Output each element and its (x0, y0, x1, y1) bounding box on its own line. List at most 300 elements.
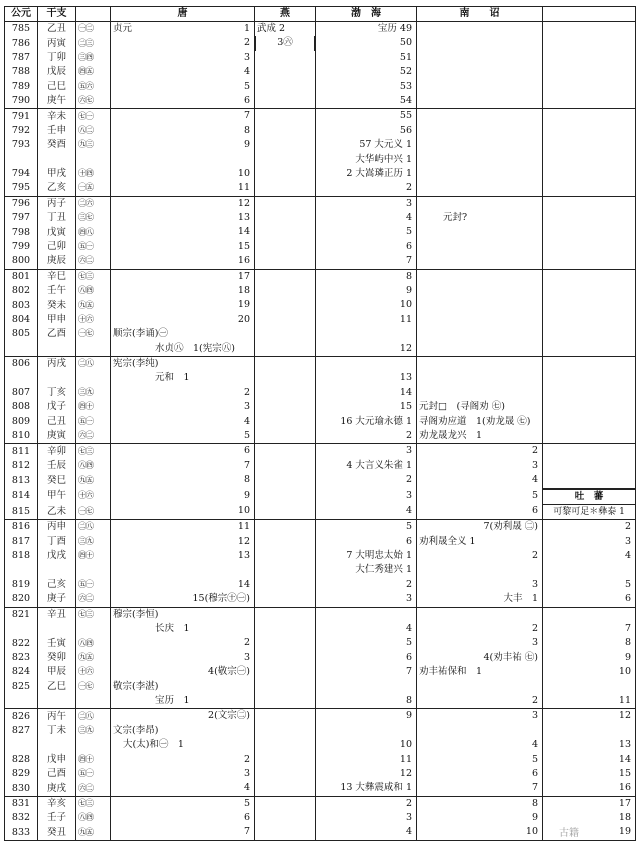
table-row (5, 563, 636, 577)
cell-text: 5 (531, 753, 538, 765)
yan-cell (255, 504, 316, 519)
yan-cell (255, 520, 316, 535)
tubo-cell (543, 694, 636, 709)
tubo-cell (543, 313, 636, 327)
tubo-cell (543, 153, 636, 167)
year-cell: 821 (5, 607, 38, 622)
yan-cell (255, 473, 316, 488)
tubo-cell (543, 254, 636, 269)
nanzhao-cell (417, 356, 543, 371)
cell-text: 劝丰祐保和 1 (419, 666, 483, 678)
bohai-cell (316, 153, 417, 167)
cell-text: 7 (405, 255, 412, 267)
yan-cell (255, 196, 316, 211)
yan-cell (255, 269, 316, 284)
table-row (5, 356, 636, 371)
table-row (5, 796, 636, 811)
yan-cell (255, 429, 316, 444)
symbol-cell: ㊆㊂ (76, 607, 111, 622)
table-row (5, 196, 636, 211)
tang-cell (111, 109, 255, 124)
tubo-cell (543, 520, 636, 535)
cell-text: 50 (399, 37, 412, 49)
cell-text: 水贞㊇ 1(宪宗㊇) (155, 342, 235, 354)
cell-text: 10 (399, 299, 412, 311)
yan-cell (255, 796, 316, 811)
cell-text: 6 (531, 767, 538, 779)
table-row (5, 636, 636, 650)
cell-text: 12 (399, 767, 412, 779)
tubo-cell (543, 459, 636, 473)
bohai-cell (316, 181, 417, 196)
table-row (5, 124, 636, 138)
cell-text: 3 (405, 445, 412, 457)
tang-cell (111, 342, 255, 357)
cell-text: 大华屿中兴 1 (355, 153, 412, 165)
year-cell: 799 (5, 240, 38, 254)
ganzhi-cell: 庚寅 (38, 429, 76, 444)
nanzhao-cell (417, 153, 543, 167)
symbol-cell: ㊁㊇ (76, 356, 111, 371)
table-row (5, 225, 636, 239)
bohai-cell (316, 444, 417, 459)
tubo-cell (543, 415, 636, 429)
yan-cell (255, 622, 316, 636)
nanzhao-cell (417, 811, 543, 825)
yan-cell (255, 167, 316, 181)
year-cell: 801 (5, 269, 38, 284)
bohai-cell (316, 811, 417, 825)
table-row (5, 444, 636, 459)
symbol-cell: ㊇㊃ (76, 284, 111, 298)
bohai-cell (316, 225, 417, 239)
yan-cell (255, 400, 316, 414)
bohai-cell (316, 504, 417, 519)
yan-cell (255, 240, 316, 254)
year-cell: 810 (5, 429, 38, 444)
nanzhao-cell (417, 535, 543, 549)
table-row (5, 400, 636, 414)
tang-cell (111, 211, 255, 225)
cell-text: 6 (405, 651, 412, 663)
tubo-cell (543, 240, 636, 254)
cell-text: 穆宗(李恒) (113, 608, 159, 620)
nanzhao-cell (417, 781, 543, 796)
nanzhao-cell (417, 578, 543, 592)
year-cell: 811 (5, 444, 38, 459)
cell-text: 3 (405, 812, 412, 824)
ganzhi-cell: 戊申 (38, 753, 76, 767)
symbol-cell: ㊄㊀ (76, 415, 111, 429)
ganzhi-cell: 丁丑 (38, 211, 76, 225)
ganzhi-cell: 辛丑 (38, 607, 76, 622)
bohai-cell (316, 473, 417, 488)
ganzhi-cell (38, 371, 76, 385)
yan-cell (255, 607, 316, 622)
symbol-cell (76, 563, 111, 577)
nanzhao-cell (417, 796, 543, 811)
table-row (5, 153, 636, 167)
ganzhi-cell: 辛未 (38, 109, 76, 124)
nanzhao-cell (417, 489, 543, 505)
bohai-cell (316, 592, 417, 607)
yan-cell (255, 680, 316, 694)
ganzhi-cell: 壬寅 (38, 636, 76, 650)
cell-text: 宪宗(李纯) (113, 357, 159, 369)
tubo-cell (543, 796, 636, 811)
cell-text: 顺宗(李诵)㊀ (113, 328, 168, 340)
bohai-cell (316, 459, 417, 473)
cell-text: 2 (243, 37, 250, 49)
year-cell: 833 (5, 825, 38, 840)
ganzhi-cell (38, 342, 76, 357)
cell-text: 13 大彝震咸和 1 (340, 782, 412, 794)
yan-cell (255, 709, 316, 724)
symbol-cell: ㊉㊃ (76, 167, 111, 181)
tang-cell (111, 429, 255, 444)
cell-text: 11 (237, 521, 250, 533)
ganzhi-cell (38, 622, 76, 636)
symbol-cell: ㊃㊉ (76, 549, 111, 563)
year-cell: 830 (5, 781, 38, 796)
year-cell: 805 (5, 327, 38, 341)
symbol-cell: ㊇㊃ (76, 811, 111, 825)
cell-text: 12 (237, 197, 250, 209)
year-cell: 826 (5, 709, 38, 724)
chronology-table (4, 6, 636, 841)
year-cell: 832 (5, 811, 38, 825)
tubo-cell (543, 781, 636, 796)
tubo-cell (543, 36, 636, 50)
cell-text: 13 (399, 372, 412, 384)
year-cell: 820 (5, 592, 38, 607)
cell-text: 7 (531, 782, 538, 794)
cell-text: 3 (243, 51, 250, 63)
symbol-cell: ㊃㊇ (76, 225, 111, 239)
tang-cell (111, 680, 255, 694)
ganzhi-cell: 己巳 (38, 80, 76, 94)
table-row (5, 767, 636, 781)
bohai-cell (316, 36, 417, 50)
nanzhao-cell (417, 459, 543, 473)
bohai-cell (316, 22, 417, 37)
nanzhao-cell (417, 738, 543, 752)
year-cell: 803 (5, 298, 38, 312)
header-row (5, 7, 636, 22)
bohai-cell (316, 356, 417, 371)
cell-text: 8 (405, 270, 412, 282)
bohai-cell (316, 694, 417, 709)
table-row (5, 709, 636, 724)
nanzhao-cell (417, 665, 543, 679)
tubo-cell (543, 549, 636, 563)
cell-text: 6 (624, 593, 631, 605)
yan-cell (255, 36, 316, 50)
nanzhao-cell (417, 109, 543, 124)
cell-text: 11 (237, 182, 250, 194)
cell-text: 6 (243, 812, 250, 824)
bohai-cell (316, 738, 417, 752)
ganzhi-cell: 甲午 (38, 489, 76, 505)
nanzhao-cell (417, 196, 543, 211)
cell-text: 54 (399, 94, 412, 106)
nanzhao-cell (417, 284, 543, 298)
symbol-cell: ㊄㊀ (76, 767, 111, 781)
tubo-cell (543, 269, 636, 284)
cell-text: 宝历 49 (377, 23, 412, 34)
bohai-cell (316, 724, 417, 738)
tang-cell (111, 738, 255, 752)
tang-cell (111, 444, 255, 459)
tang-cell (111, 327, 255, 341)
cell-text: 9 (405, 710, 412, 722)
tang-cell (111, 694, 255, 709)
year-cell: 797 (5, 211, 38, 225)
nanzhao-cell (417, 342, 543, 357)
yan-cell (255, 94, 316, 109)
ganzhi-cell: 己酉 (38, 767, 76, 781)
symbol-cell: ㊈㊄ (76, 473, 111, 488)
header-ganzhi: 干支 (38, 7, 76, 22)
cell-text: 15 (399, 401, 412, 413)
table-row (5, 680, 636, 694)
tang-cell (111, 607, 255, 622)
ganzhi-cell: 壬辰 (38, 459, 76, 473)
tubo-cell (543, 181, 636, 196)
tang-cell (111, 153, 255, 167)
cell-text: 劝龙晟龙兴 1 (419, 429, 483, 441)
cell-text: 17 (237, 270, 250, 282)
ganzhi-cell: 庚辰 (38, 254, 76, 269)
symbol-cell: ㊂㊈ (76, 386, 111, 400)
table-row (5, 578, 636, 592)
cell-text: 51 (399, 51, 412, 63)
header-bohai: 渤 海 (316, 7, 417, 22)
cell-text: 16 (618, 782, 631, 794)
bohai-cell (316, 298, 417, 312)
symbol-cell: ㊆㊂ (76, 796, 111, 811)
tubo-cell (543, 592, 636, 607)
bohai-cell (316, 535, 417, 549)
tubo-cell (543, 386, 636, 400)
tubo-ruler-label: 可黎可足＊彝泰 (553, 507, 617, 518)
yan-cell (255, 386, 316, 400)
table-row (5, 738, 636, 752)
cell-text: 56 (399, 124, 412, 136)
cell-text: 7 (243, 459, 250, 471)
nanzhao-cell (417, 80, 543, 94)
ganzhi-cell: 壬子 (38, 811, 76, 825)
tubo-cell (543, 665, 636, 679)
table-row (5, 284, 636, 298)
yan-cell (255, 356, 316, 371)
yan-cell (255, 124, 316, 138)
symbol-cell (76, 371, 111, 385)
cell-text: 2 (243, 753, 250, 765)
table-row (5, 622, 636, 636)
year-cell (5, 563, 38, 577)
year-cell (5, 371, 38, 385)
nanzhao-cell (417, 694, 543, 709)
table-row (5, 65, 636, 79)
tang-cell (111, 254, 255, 269)
table-row (5, 753, 636, 767)
bohai-cell (316, 342, 417, 357)
yan-cell (255, 694, 316, 709)
cell-text: 4 (531, 474, 538, 486)
yan-cell (255, 563, 316, 577)
cell-text: 8 (624, 637, 631, 649)
symbol-cell: ㊅㊆ (76, 94, 111, 109)
cell-text: 7 (243, 110, 250, 122)
nanzhao-cell (417, 138, 543, 152)
symbol-cell: ㊁㊇ (76, 520, 111, 535)
ganzhi-cell: 庚午 (38, 94, 76, 109)
cell-text: 劝利晟全义 1 (419, 535, 476, 547)
cell-text: 元封? (443, 212, 468, 224)
yan-cell (255, 65, 316, 79)
table-row (5, 825, 636, 840)
yan-cell (255, 51, 316, 65)
year-cell: 818 (5, 549, 38, 563)
yan-cell (255, 371, 316, 385)
year-cell: 785 (5, 22, 38, 37)
cell-text: 11 (618, 694, 631, 706)
header-yan: 燕 (255, 7, 316, 22)
tang-cell (111, 796, 255, 811)
bohai-cell (316, 767, 417, 781)
nanzhao-cell (417, 520, 543, 535)
tang-cell (111, 356, 255, 371)
tang-cell (111, 489, 255, 505)
symbol-cell: ㊁㊂ (76, 36, 111, 50)
bohai-cell (316, 415, 417, 429)
tubo-cell (543, 444, 636, 459)
tang-cell (111, 651, 255, 665)
nanzhao-cell (417, 225, 543, 239)
table-row (5, 386, 636, 400)
cell-text: 3 (531, 459, 538, 471)
cell-text: 3 (243, 767, 250, 779)
bohai-cell (316, 65, 417, 79)
cell-text: 3㊅ (277, 37, 293, 49)
cell-text: 8 (531, 797, 538, 809)
yan-cell (255, 753, 316, 767)
ganzhi-cell: 癸未 (38, 298, 76, 312)
tubo-cell (543, 196, 636, 211)
bohai-cell (316, 254, 417, 269)
table-row (5, 811, 636, 825)
tubo-cell (543, 400, 636, 414)
yan-cell (255, 578, 316, 592)
nanzhao-cell (417, 444, 543, 459)
cell-text: 14 (237, 578, 250, 590)
tang-cell (111, 386, 255, 400)
bohai-cell (316, 371, 417, 385)
ganzhi-cell: 甲辰 (38, 665, 76, 679)
nanzhao-cell (417, 622, 543, 636)
symbol-cell: ㊀㊄ (76, 181, 111, 196)
cell-text: 文宗(李昂) (113, 724, 159, 736)
cell-text: 18 (237, 285, 250, 297)
symbol-cell: ㊃㊄ (76, 65, 111, 79)
cell-text: 18 (618, 812, 631, 824)
year-cell: 813 (5, 473, 38, 488)
cell-text: 4(劝丰祐 ㊆) (483, 651, 538, 663)
ganzhi-cell: 庚戌 (38, 781, 76, 796)
header-nanzhao: 南 诏 (417, 7, 543, 22)
tubo-cell (543, 284, 636, 298)
tubo-cell (543, 109, 636, 124)
table-row (5, 520, 636, 535)
cell-text: 4 (243, 415, 250, 427)
bohai-cell (316, 781, 417, 796)
cell-text: 长庆 1 (155, 623, 190, 635)
tubo-cell (543, 563, 636, 577)
nanzhao-cell (417, 36, 543, 50)
table-row (5, 473, 636, 488)
symbol-cell: ㊇㊁ (76, 124, 111, 138)
ganzhi-cell: 乙丑 (38, 22, 76, 37)
cell-text: 2 (624, 521, 631, 533)
cell-text: 6 (405, 240, 412, 252)
cell-text: 5 (405, 637, 412, 649)
tang-cell (111, 811, 255, 825)
symbol-cell: ㊀㊆ (76, 327, 111, 341)
bohai-cell (316, 211, 417, 225)
ganzhi-cell: 戊子 (38, 400, 76, 414)
cell-text: 53 (399, 80, 412, 92)
symbol-cell (76, 153, 111, 167)
tubo-cell (543, 94, 636, 109)
yan-cell (255, 415, 316, 429)
year-cell: 807 (5, 386, 38, 400)
cell-text: 9 (243, 489, 250, 501)
tang-cell (111, 269, 255, 284)
table-row (5, 109, 636, 124)
ganzhi-cell: 癸丑 (38, 825, 76, 840)
cell-text: 13 (618, 739, 631, 751)
table-row (5, 371, 636, 385)
table-row (5, 342, 636, 357)
symbol-cell: ㊅㊁ (76, 429, 111, 444)
cell-text: 3 (405, 197, 412, 209)
tubo-cell (543, 651, 636, 665)
cell-text: 3 (624, 535, 631, 547)
nanzhao-cell (417, 124, 543, 138)
cell-text: 4 (243, 782, 250, 794)
yan-cell (255, 153, 316, 167)
table-row (5, 138, 636, 152)
cell-text: 1 (243, 23, 250, 34)
tang-cell (111, 51, 255, 65)
ganzhi-cell: 壬午 (38, 284, 76, 298)
year-cell: 806 (5, 356, 38, 371)
bohai-cell (316, 94, 417, 109)
header-tang: 唐 (111, 7, 255, 22)
bohai-cell (316, 167, 417, 181)
cell-text: 2(文宗㊁) (208, 710, 250, 722)
ganzhi-cell: 己卯 (38, 240, 76, 254)
symbol-cell: ㊆㊂ (76, 444, 111, 459)
yan-cell (255, 327, 316, 341)
yan-cell (255, 181, 316, 196)
tubo-cell (543, 342, 636, 357)
cell-text: 2 (405, 578, 412, 590)
tang-cell (111, 225, 255, 239)
tang-cell (111, 622, 255, 636)
tubo-cell (543, 473, 636, 488)
